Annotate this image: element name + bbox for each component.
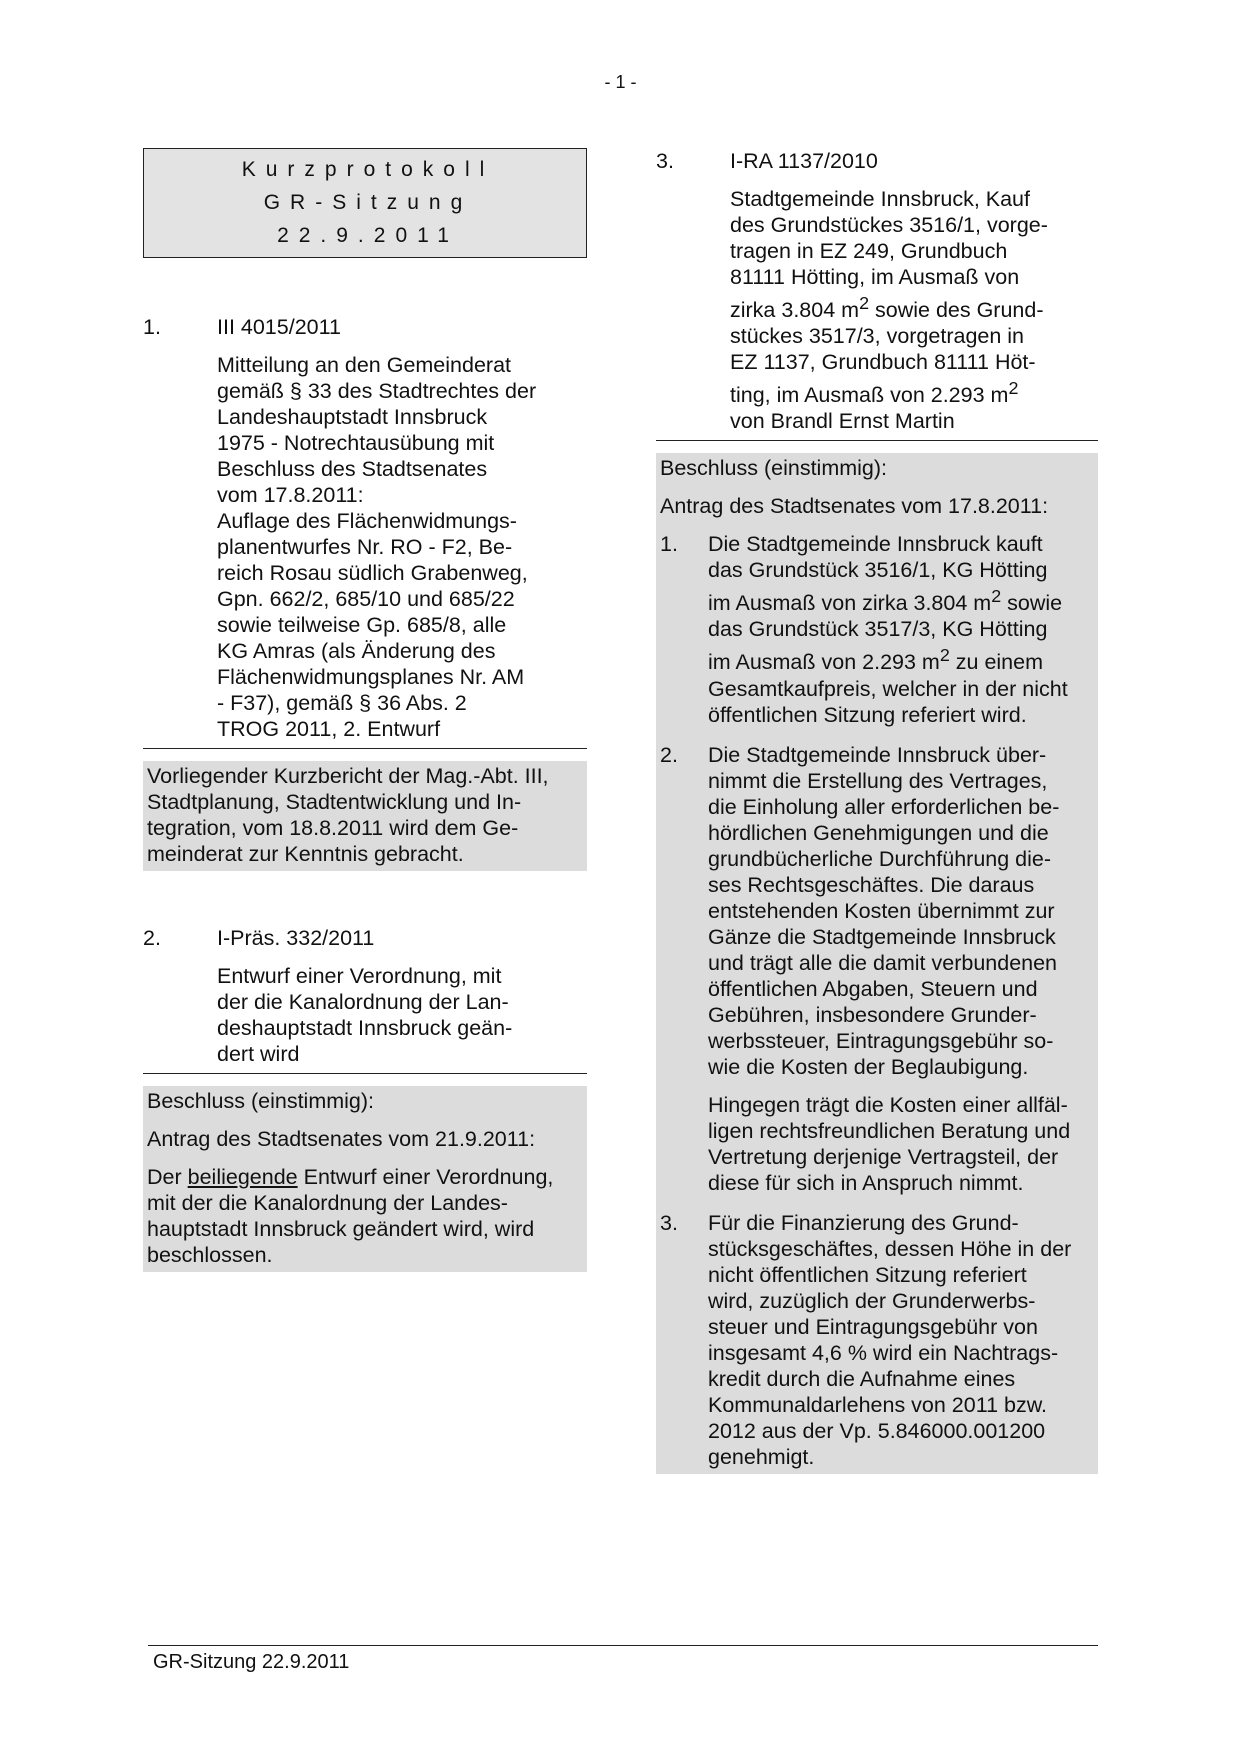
subject-line — [730, 290, 1098, 323]
text-line: wird, zuzüglich der Grunderwerbs- — [708, 1288, 1036, 1313]
protocol-title-box — [143, 148, 587, 258]
motion-point-number: 1. — [660, 532, 678, 557]
subject-line: von Brandl Ernst Martin — [730, 409, 955, 434]
text-line: entstehenden Kosten übernimmt zur — [708, 898, 1055, 923]
decision-line: tegration, vom 18.8.2011 wird dem Ge- — [147, 816, 519, 840]
subject-line: planentwurfes Nr. RO - F2, Be- — [217, 535, 513, 559]
decision-text-underlined: beiliegende — [187, 1165, 298, 1189]
motion-heading: Antrag des Stadtsenates vom 21.9.2011: — [147, 1127, 536, 1151]
decision-heading: Beschluss (einstimmig): — [660, 456, 887, 481]
agenda-item-2-header — [143, 925, 587, 951]
left-column — [143, 148, 587, 1272]
subject-line: EZ 1137, Grundbuch 81111 Höt- — [730, 350, 1036, 375]
text-line — [708, 642, 1094, 675]
motion-point-1 — [660, 531, 1094, 727]
text-line: das Grundstück 3517/3, KG Hötting — [708, 617, 1048, 642]
motion-point-number: 3. — [660, 1210, 678, 1235]
subject-line: Flächenwidmungsplanes Nr. AM — [217, 665, 525, 689]
text-line: Vertretung derjenige Vertragsteil, der — [708, 1144, 1059, 1169]
text-line: die Einholung aller erforderlichen be- — [708, 794, 1060, 819]
text-line: diese für sich in Anspruch nimmt. — [708, 1170, 1024, 1195]
subject-line: dert wird — [217, 1042, 300, 1066]
text-line: nimmt die Erstellung des Vertrages, — [708, 768, 1048, 793]
text-line: öffentlichen Abgaben, Steuern und — [708, 976, 1038, 1001]
text-fragment: sowie — [1001, 591, 1063, 616]
subject-line — [730, 375, 1098, 408]
text-fragment: zu einem — [949, 650, 1044, 675]
decision-text-prefix: Der — [147, 1165, 188, 1189]
subject-line: vom 17.8.2011: — [217, 483, 364, 507]
subject-line: TROG 2011, 2. Entwurf — [217, 717, 441, 741]
text-line: genehmigt. — [708, 1444, 815, 1469]
text-line: steuer und Eintragungsgebühr von — [708, 1314, 1038, 1339]
text-line: Kommunaldarlehens von 2011 bzw. — [708, 1392, 1048, 1417]
text-line: das Grundstück 3516/1, KG Hötting — [708, 558, 1048, 583]
divider — [143, 1073, 587, 1074]
text-line: Die Stadtgemeinde Innsbruck über- — [708, 742, 1047, 767]
area-value: ting, im Ausmaß von 2.293 m — [730, 383, 1009, 408]
title-line-3: 22.9.2011 — [277, 224, 459, 247]
text-line: Für die Finanzierung des Grund- — [708, 1210, 1019, 1235]
agenda-item-reference: I-Präs. 332/2011 — [217, 926, 375, 950]
subject-line: stückes 3517/3, vorgetragen in — [730, 324, 1025, 349]
text-line: Gesamtkaufpreis, welcher in der nicht — [708, 676, 1068, 701]
text-line: wie die Kosten der Beglaubigung. — [708, 1054, 1029, 1079]
subject-line: Gpn. 662/2, 685/10 und 685/22 — [217, 587, 515, 611]
text-line: Gänze die Stadtgemeinde Innsbruck — [708, 924, 1056, 949]
motion-point-2 — [660, 742, 1094, 1196]
subject-line: 81111 Hötting, im Ausmaß von — [730, 265, 1020, 289]
decision-line: Stadtplanung, Stadtentwicklung und In- — [147, 790, 522, 814]
motion-point-3 — [660, 1210, 1094, 1470]
superscript: 2 — [859, 293, 870, 313]
text-line: kredit durch die Aufnahme eines — [708, 1366, 1016, 1391]
decision-line: hauptstadt Innsbruck geändert wird, wird — [147, 1217, 535, 1241]
subject-text: sowie des Grund- — [869, 298, 1044, 323]
agenda-item-number: 1. — [143, 315, 161, 339]
subject-line: Stadtgemeinde Innsbruck, Kauf — [730, 187, 1030, 211]
agenda-item-2-decision — [143, 1086, 587, 1272]
title-line-1: Kurzprotokoll — [241, 158, 495, 181]
superscript: 2 — [939, 645, 950, 666]
text-line: werbssteuer, Eintragungsgebühr so- — [708, 1028, 1054, 1053]
text-line: öffentlichen Sitzung referiert wird. — [708, 702, 1027, 727]
subject-line: KG Amras (als Änderung des — [217, 639, 496, 663]
area-value: zirka 3.804 m — [730, 298, 860, 323]
agenda-item-number: 2. — [143, 926, 161, 950]
text-line — [708, 583, 1094, 616]
subject-line: gemäß § 33 des Stadtrechtes der — [217, 379, 537, 403]
subject-line: Beschluss des Stadtsenates — [217, 457, 488, 481]
subject-line: - F37), gemäß § 36 Abs. 2 — [217, 691, 467, 715]
subject-line: sowie teilweise Gp. 685/8, alle — [217, 613, 507, 637]
agenda-item-3-decision — [656, 453, 1098, 1473]
page-footer: GR-Sitzung 22.9.2011 — [153, 1651, 350, 1673]
right-column — [656, 148, 1098, 1474]
agenda-item-1-header — [143, 314, 587, 340]
agenda-item-3-header — [656, 148, 1098, 174]
text-line: Die Stadtgemeinde Innsbruck kauft — [708, 532, 1043, 557]
decision-text-rest: Entwurf einer Verordnung, — [297, 1165, 554, 1189]
decision-line: beschlossen. — [147, 1243, 273, 1267]
decision-heading: Beschluss (einstimmig): — [147, 1089, 374, 1113]
subject-line: tragen in EZ 249, Grundbuch — [730, 239, 1008, 263]
agenda-item-number: 3. — [656, 149, 674, 173]
text-line: grundbücherliche Durchführung die- — [708, 846, 1052, 871]
subject-line: 1975 - Notrechtausübung mit — [217, 431, 495, 455]
text-line: und trägt alle die damit verbundenen — [708, 950, 1058, 975]
subject-line: deshauptstadt Innsbruck geän- — [217, 1016, 513, 1040]
divider — [656, 440, 1098, 441]
subject-line: reich Rosau südlich Grabenweg, — [217, 561, 528, 585]
page-number: - 1 - — [604, 72, 637, 92]
motion-heading: Antrag des Stadtsenates vom 17.8.2011: — [660, 494, 1049, 519]
subject-line: des Grundstückes 3516/1, vorge- — [730, 213, 1048, 237]
text-line: 2012 aus der Vp. 5.846000.001200 — [708, 1418, 1046, 1443]
decision-line: meinderat zur Kenntnis gebracht. — [147, 842, 464, 866]
motion-point-text — [708, 531, 1094, 727]
subject-line: Landeshauptstadt Innsbruck — [217, 405, 488, 429]
text-line: ligen rechtsfreundlichen Beratung und — [708, 1118, 1071, 1143]
motion-point-text — [708, 1210, 1094, 1470]
text-line: hördlichen Genehmigungen und die — [708, 820, 1049, 845]
subject-line: der die Kanalordnung der Lan- — [217, 990, 509, 1014]
motion-point-text — [708, 742, 1094, 1196]
footer-divider — [148, 1645, 1098, 1646]
agenda-item-1-subject — [217, 352, 587, 742]
superscript: 2 — [991, 586, 1002, 607]
decision-line: Vorliegender Kurzbericht der Mag.-Abt. III, — [147, 764, 549, 788]
area-value: im Ausmaß von 2.293 m — [708, 650, 940, 675]
subject-line: Mitteilung an den Gemeinderat — [217, 353, 512, 377]
agenda-item-reference: I-RA 1137/2010 — [730, 149, 878, 173]
motion-point-2-paragraph-2 — [708, 1092, 1094, 1196]
agenda-item-2-subject — [217, 963, 587, 1067]
text-line: insgesamt 4,6 % wird ein Nachtrags- — [708, 1340, 1059, 1365]
title-line-2: GR-Sitzung — [263, 191, 473, 214]
text-line: ses Rechtsgeschäftes. Die daraus — [708, 872, 1035, 897]
text-line: stücksgeschäftes, dessen Höhe in der — [708, 1236, 1072, 1261]
agenda-item-3-subject — [730, 186, 1098, 434]
text-line: Gebühren, insbesondere Grunder- — [708, 1002, 1037, 1027]
agenda-item-reference: III 4015/2011 — [217, 315, 341, 339]
area-value: im Ausmaß von zirka 3.804 m — [708, 591, 992, 616]
decision-line: mit der die Kanalordnung der Landes- — [147, 1191, 508, 1215]
divider — [143, 748, 587, 749]
subject-line: Auflage des Flächenwidmungs- — [217, 509, 517, 533]
agenda-item-1-decision — [143, 761, 587, 871]
motion-point-number: 2. — [660, 742, 678, 767]
text-line: nicht öffentlichen Sitzung referiert — [708, 1262, 1027, 1287]
subject-line: Entwurf einer Verordnung, mit — [217, 964, 502, 988]
decision-text — [147, 1164, 583, 1268]
text-line: Hingegen trägt die Kosten einer allfäl- — [708, 1092, 1068, 1117]
superscript: 2 — [1008, 378, 1019, 399]
